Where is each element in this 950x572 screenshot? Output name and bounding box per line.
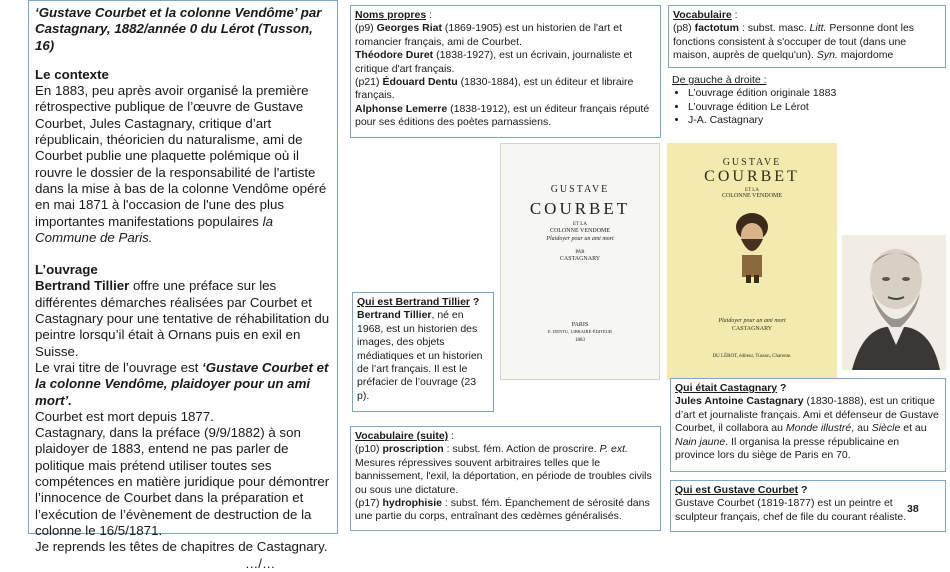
work-paragraph-1: Bertrand Tillier offre une préface sur les différentes démarches réalisées par Courbet et Castagnary pour une tentative de réhabilitation du peintre lorsqu’il était à Ornans puis en exil en Suisse. — [35, 278, 330, 359]
work-paragraph-4: Castagnary, dans la préface (9/9/1882) à son plaidoyer de 1883, entend ne pas parler de politique mais prétend utiliser toutes ses compétences en matière juridique pour démontrer l’innocence de Courbet dans la préparation et l’exécution de l’évènement de destruction de la colonne le 16/5/1871. — [35, 425, 330, 538]
context-heading: Le contexte — [35, 66, 109, 82]
vocabulary-entry: (p10) proscription : subst. fém. Action de proscrire. P. ext. Mesures répressives souvent arbitraires telles que le bannissement, l'exil, la déportation, en période de troubles civils ou sous une dictature. — [355, 443, 652, 496]
vocabulary-heading: Vocabulaire — [673, 9, 732, 21]
caption-item: • J-A. Castagnary — [688, 114, 942, 127]
context-paragraph: En 1883, peu après avoir organisé la première rétrospective publique de l’œuvre de Gustave Courbet, Jules Castagnary, critique d’art républicain, théoricien du naturalisme, ami de Courbet publie une plaquette polémique où il rouvre le dossier de la responsabilité de l'artiste dans la mise à bas de la colonne Vendôme opéré en mai 1871 à l'occasion de l'une des plus importantes manifestations populaires la Commune de Paris. — [35, 83, 327, 245]
proper-names-box: Noms propres : (p9) Georges Riat (1869-1905) est un historien de l'art et romancier français, ami de Courbet. Théodore Duret (1838-1927), est un écrivain, journaliste et critique d'art français. (p21) Édouard Dentu (1830-1884), est un éditeur et libraire français. Alphonse Lemerre (1838-1912), est un éditeur français réputé pour ses éditions des poètes parnassiens. — [350, 5, 661, 138]
page-number: 38 — [907, 503, 919, 515]
caption-item: • L’ouvrage édition Le Lérot — [688, 101, 942, 114]
work-paragraph-2: Le vrai titre de l’ouvrage est ‘Gustave Courbet et la colonne Vendôme, plaidoyer pour un ami mort’. — [35, 359, 329, 408]
vocabulary-entry: (p8) factotum : subst. masc. Litt. Personne dont les fonctions consistent à s'occuper de tout (dans une maison, auprès de quelqu'un). Syn. majordome — [673, 22, 915, 62]
name-entry: (p9) Georges Riat (1869-1905) est un historien de l'art et romancier français, ami de Courbet. — [355, 22, 622, 48]
caricature-illustration — [722, 205, 782, 283]
continued-mark: …/… — [245, 555, 276, 571]
courbet-heading: Qui est Gustave Courbet — [675, 484, 799, 496]
name-entry: (p21) Édouard Dentu (1830-1884), est un éditeur et libraire français. — [355, 76, 634, 102]
vocabulary-box: Vocabulaire : (p8) factotum : subst. masc. Litt. Personne dont les fonctions consistent à s'occuper de tout (dans une maison, auprès de quelqu'un). Syn. majordome — [668, 5, 946, 68]
vocabulary-continued-heading: Vocabulaire (suite) — [355, 430, 449, 442]
tillier-text: Bertrand Tillier, né en 1968, est un historien des images, des objets médiatiques et un historien de l’art français. Il est le préfacier de l’ouvrage (23 p). — [357, 309, 483, 402]
original-edition-cover-image: GUSTAVE COURBET ET LA COLONNE VENDOME Plaidoyer pour un ami mort PAR CASTAGNARY PARIS E. DENTU, LIBRAIRE-ÉDITEUR 1883 — [500, 143, 660, 380]
castagnary-portrait-image — [842, 235, 946, 370]
courbet-box: Qui est Gustave Courbet ? Gustave Courbet (1819-1877) est un peintre et sculpteur français, chef de file du courant réaliste. — [670, 480, 946, 532]
captions-heading: De gauche à droite : — [672, 74, 767, 86]
castagnary-box: Qui était Castagnary ? Jules Antoine Castagnary (1830-1888), est un critique d’art et journaliste français. Ami et défenseur de Gustave Courbet, il collabora au Monde illustré, au Siècle et au Nain jaune. Il organisa la presse républicaine en province lors du siège de Paris en 70. — [670, 378, 946, 472]
name-entry: Alphonse Lemerre (1838-1912), est un éditeur français réputé pour ses éditions des poètes parnassiens. — [355, 102, 650, 129]
caption-item: • L’ouvrage édition originale 1883 — [688, 87, 942, 100]
courbet-text: Gustave Courbet (1819-1877) est un peintre et sculpteur français, chef de file du courant réaliste. — [675, 497, 907, 523]
main-text-box — [28, 0, 338, 571]
name-entry: Théodore Duret (1838-1927), est un écrivain, journaliste et critique d'art français. — [355, 49, 633, 75]
work-paragraph-5: Je reprends les têtes de chapitres de Castagnary. — [35, 539, 328, 555]
castagnary-text: Jules Antoine Castagnary (1830-1888), est un critique d’art et journaliste français. Ami et défenseur de Gustave Courbet, il collabora au Monde illustré, au Siècle et au Nain jaune. Il organisa la presse républicaine en province lors du siège de Paris en 70. — [675, 395, 939, 462]
document-title: ‘Gustave Courbet et la colonne Vendôme’ par Castagnary, 1882/année 0 du Lérot (Tusson, 16) — [35, 5, 322, 53]
tillier-heading: Qui est Bertrand Tillier — [357, 296, 471, 308]
vocabulary-continued-box: Vocabulaire (suite) : (p10) proscription : subst. fém. Action de proscrire. P. ext. Mesures répressives souvent arbitraires telles que le bannissement, l'exil, la déportation, en période de troubles civils ou sous une dictature. (p17) hydrophisie : subst. fém. Épanchement de sérosité dans une partie du corps, entraînant des œdèmes généralisés. — [350, 426, 661, 531]
castagnary-heading: Qui était Castagnary — [675, 382, 778, 394]
work-heading: L’ouvrage — [35, 262, 98, 278]
vocabulary-entry: (p17) hydrophisie : subst. fém. Épanchement de sérosité dans une partie du corps, entraînant des œdèmes généralisés. — [355, 497, 650, 523]
work-paragraph-3: Courbet est mort depuis 1877. — [35, 408, 214, 424]
captions-box — [668, 72, 946, 134]
proper-names-heading: Noms propres — [355, 9, 427, 21]
tillier-box: Qui est Bertrand Tillier ? Bertrand Tillier, né en 1968, est un historien des images, des objets médiatiques et un historien de l’art français. Il est le préfacier de l’ouvrage (23 p). — [352, 292, 494, 412]
lerot-edition-cover-image: GUSTAVE COURBET ET LA COLONNE VENDOME Plaidoyer pour un ami mort CASTAGNARY DU LÉROT, éditeur, Tusson, Charente. — [667, 143, 837, 380]
